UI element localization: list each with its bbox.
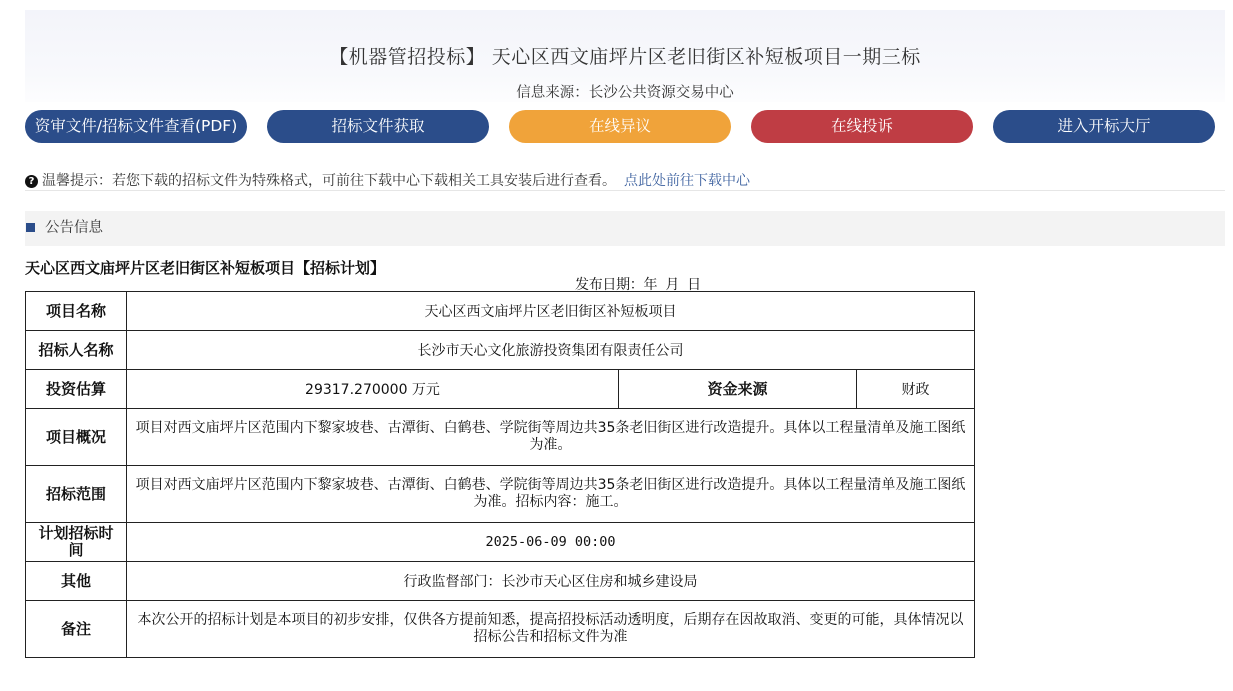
source-value: 长沙公共资源交易中心 (588, 85, 734, 101)
table-row (26, 370, 975, 409)
tip-text: 温馨提示：若您下载的招标文件为特殊格式，可前往下载中心下载相关工具安装后进行查看。 (42, 173, 616, 189)
plan-time-value: 2025-06-09 00:00 (127, 523, 975, 562)
action-button-row (25, 110, 1225, 144)
other-label: 其他 (26, 562, 127, 601)
table-row (26, 523, 975, 562)
plan-time-label: 计划招标时间 (26, 523, 127, 562)
get-tender-documents-button[interactable]: 招标文件获取 (267, 110, 489, 143)
download-tip (25, 170, 1225, 191)
scope-label: 招标范围 (26, 466, 127, 523)
online-complaint-button[interactable]: 在线投诉 (751, 110, 973, 143)
source-label: 信息来源： (516, 85, 589, 101)
table-row (26, 562, 975, 601)
remark-label: 备注 (26, 601, 127, 658)
project-name-label: 项目名称 (26, 292, 127, 331)
investment-label: 投资估算 (26, 370, 127, 409)
download-center-link[interactable]: 点此处前往下载中心 (624, 173, 750, 189)
info-source (0, 81, 1233, 102)
fund-source-value: 财政 (857, 370, 975, 409)
tenderer-value: 长沙市天心文化旅游投资集团有限责任公司 (127, 331, 975, 370)
page-title: 【机器管招投标】 天心区西文庙坪片区老旧街区补短板项目一期三标 (329, 46, 921, 68)
publish-date: 发布日期：年 月 日 (575, 277, 701, 293)
enter-bid-opening-hall-button[interactable]: 进入开标大厅 (993, 110, 1215, 143)
other-value: 行政监督部门：长沙市天心区住房和城乡建设局 (127, 562, 975, 601)
project-name-value: 天心区西文庙坪片区老旧街区补短板项目 (127, 292, 975, 331)
table-row (26, 601, 975, 658)
remark-value: 本次公开的招标计划是本项目的初步安排，仅供各方提前知悉，提高招投标活动透明度，后期存在因故取消、变更的可能，具体情况以招标公告和招标文件为准 (127, 601, 975, 658)
fund-source-label: 资金来源 (619, 370, 857, 409)
square-bullet-icon (26, 223, 35, 232)
overview-label: 项目概况 (26, 409, 127, 466)
tenderer-label: 招标人名称 (26, 331, 127, 370)
section-title: 公告信息 (45, 220, 103, 236)
table-row (26, 409, 975, 466)
question-circle-icon: ? (25, 175, 38, 188)
section-header (25, 211, 1225, 246)
view-tender-documents-button[interactable]: 资审文件/招标文件查看(PDF) (25, 110, 247, 143)
tender-plan-table (25, 291, 975, 658)
overview-value: 项目对西文庙坪片区范围内下黎家坡巷、古潭街、白鹤巷、学院街等周边共35条老旧街区进行改造提升。具体以工程量清单及施工图纸为准。 (127, 409, 975, 466)
table-row (26, 331, 975, 370)
investment-value: 29317.270000 万元 (127, 370, 619, 409)
table-row (26, 292, 975, 331)
scope-value: 项目对西文庙坪片区范围内下黎家坡巷、古潭街、白鹤巷、学院街等周边共35条老旧街区进行改造提升。具体以工程量清单及施工图纸为准。招标内容：施工。 (127, 466, 975, 523)
notice-title: 天心区西文庙坪片区老旧街区补短板项目【招标计划】 (25, 259, 386, 277)
online-objection-button[interactable]: 在线异议 (509, 110, 731, 143)
table-row (26, 466, 975, 523)
